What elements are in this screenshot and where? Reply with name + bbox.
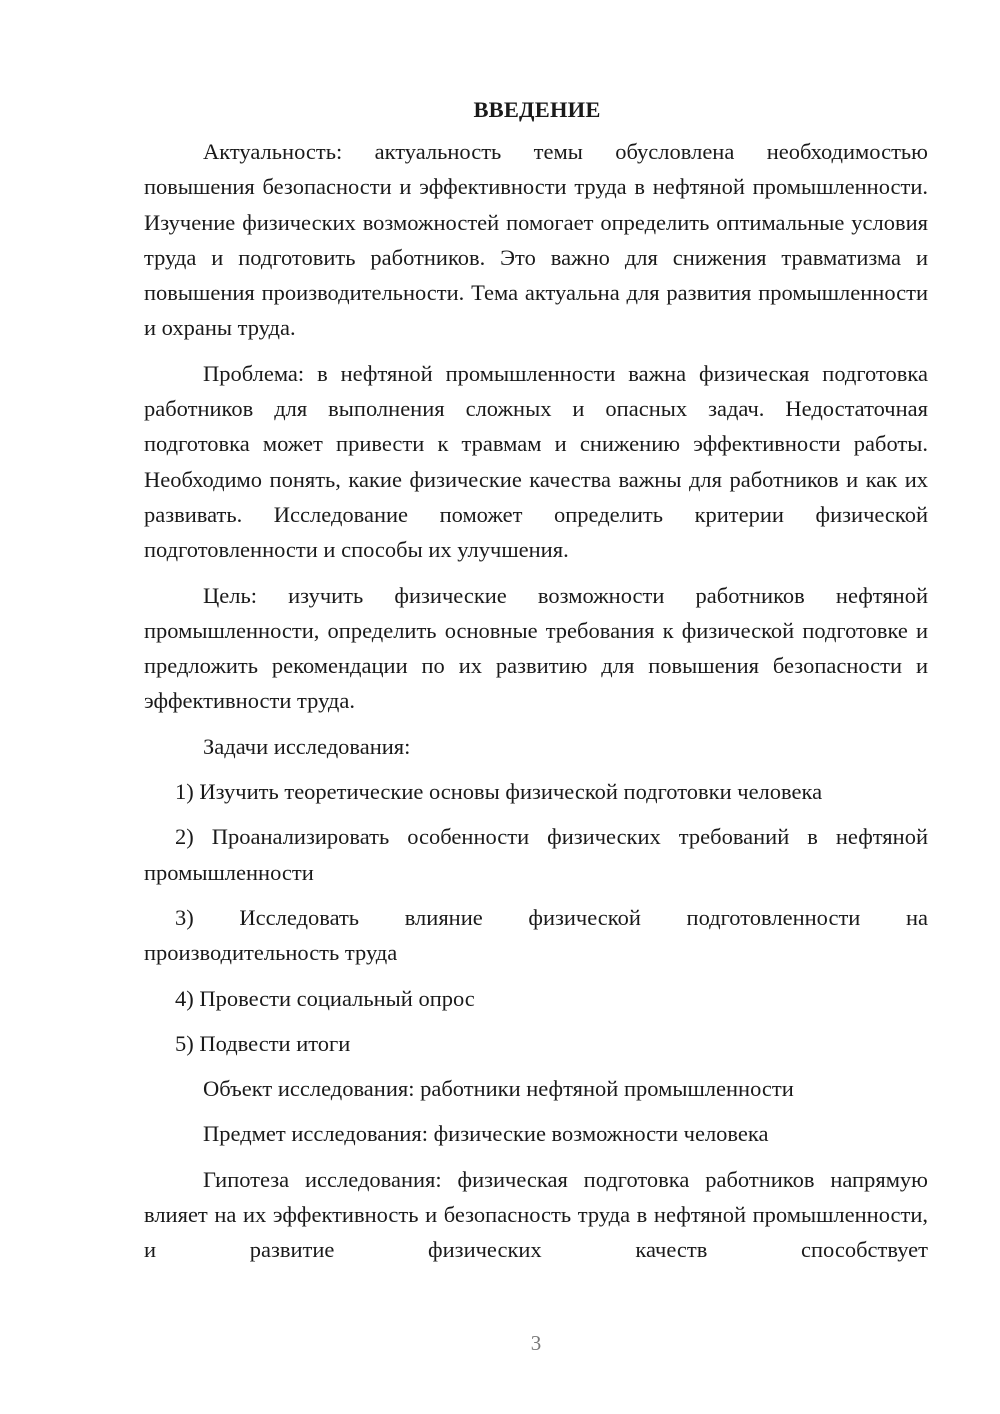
document-body <box>144 92 928 1278</box>
subject-paragraph: Предмет исследования: физические возможности человека <box>203 1121 769 1147</box>
object-paragraph: Объект исследования: работники нефтяной промышленности <box>203 1076 794 1102</box>
relevance-paragraph: Актуальность: актуальность темы обусловлена необходимостью повышения безопасности и эффективности труда в нефтяной промышленности. Изучение физических возможностей помогает определить оптимальные условия труда и подготовить работников. Это важно для снижения травматизма и повышения производительности. Тема актуальна для развития промышленности и охраны труда. <box>144 139 928 341</box>
hypothesis-paragraph: Гипотеза исследования: физическая подготовка работников напрямую влияет на их эффективность и безопасность труда в нефтяной промышленности, и развитие физических качеств способствует <box>144 1166 928 1263</box>
task-item-4: 4) Провести социальный опрос <box>175 985 475 1011</box>
page-number: 3 <box>530 1331 542 1355</box>
task-item-2: 2) Проанализировать особенности физических требований в нефтяной промышленности <box>144 824 928 885</box>
task-item-3: 3) Исследовать влияние физической подготовленности на производительность труда <box>144 904 928 966</box>
problem-paragraph: Проблема: в нефтяной промышленности важна физическая подготовка работников для выполнения сложных и опасных задач. Недостаточная подготовка может привести к травмам и снижению эффективности работы. Необходимо понять, какие физические качества важны для работников и как их развивать. Исследование поможет определить критерии физической подготовленности и способы их улучшения. <box>144 360 928 563</box>
goal-paragraph: Цель: изучить физические возможности работников нефтяной промышленности, определить основные требования к физической подготовке и предложить рекомендации по их развитию для повышения безопасности и эффективности труда. <box>144 582 928 714</box>
task-item-1: 1) Изучить теоретические основы физической подготовки человека <box>175 779 823 805</box>
section-heading: ВВЕДЕНИЕ <box>473 97 601 122</box>
tasks-title: Задачи исследования: <box>203 733 411 759</box>
task-item-5: 5) Подвести итоги <box>175 1030 351 1056</box>
